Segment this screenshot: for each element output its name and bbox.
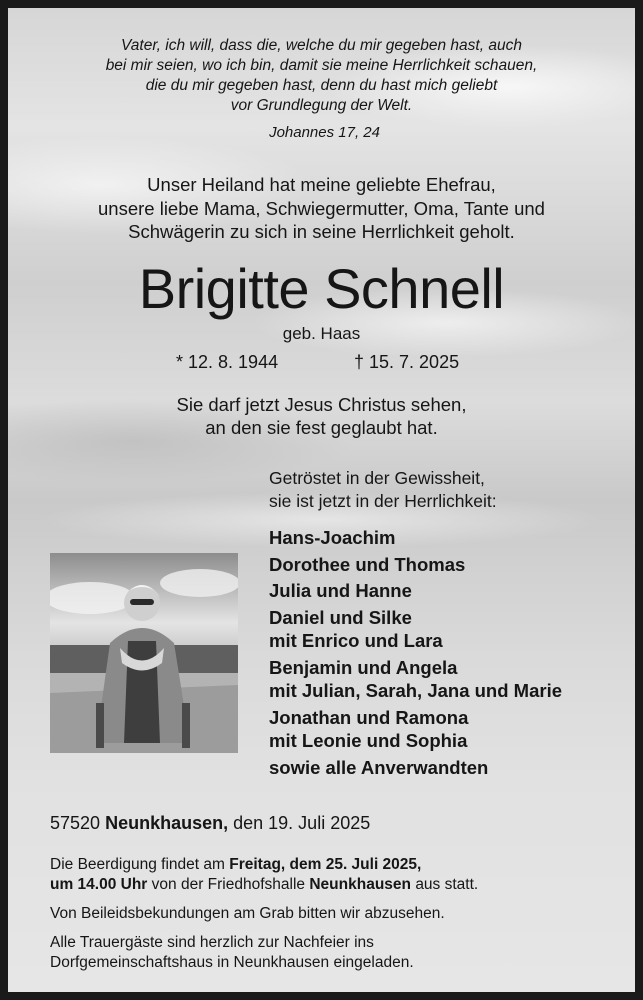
- family-line: mit Enrico und Lara: [269, 630, 443, 651]
- verse-line: Vater, ich will, dass die, welche du mir gegeben hast, auch: [121, 37, 522, 54]
- portrait-photo: [50, 553, 238, 753]
- family-entry: [269, 579, 562, 603]
- gathering-line: Dorfgemeinschaftshaus in Neunkhausen eingeladen.: [50, 954, 414, 971]
- family-entry: [269, 526, 562, 550]
- verse-line: bei mir seien, wo ich bin, damit sie meine Herrlichkeit schauen,: [105, 57, 538, 74]
- family-entry: [269, 606, 562, 653]
- portrait-illustration: [50, 553, 238, 753]
- family-entry: [269, 706, 562, 753]
- family-line: Benjamin und Angela: [269, 656, 458, 678]
- place-and-date: [50, 813, 610, 833]
- deceased-name: Brigitte Schnell: [138, 257, 505, 320]
- funeral-info: [50, 855, 610, 895]
- funeral-time: um 14.00 Uhr: [50, 876, 148, 893]
- comfort-line: sie ist jetzt in der Herrlichkeit:: [269, 490, 497, 511]
- faith-line: Sie darf jetzt Jesus Christus sehen,: [176, 394, 467, 415]
- death-date: † 15. 7. 2025: [354, 352, 460, 372]
- family-line: Dorothee und Thomas: [269, 553, 466, 575]
- verse-line: die du mir gegeben hast, denn du hast mich geliebt: [145, 77, 498, 94]
- family-line: sowie alle Anverwandten: [269, 756, 489, 778]
- intro-line: unsere liebe Mama, Schwiegermutter, Oma, Tante und: [98, 197, 545, 219]
- funeral-text: aus statt.: [415, 876, 479, 893]
- notice-date: den 19. Juli 2025: [233, 813, 371, 833]
- birth-date: * 12. 8. 1944: [176, 352, 279, 372]
- family-entry: [269, 656, 562, 703]
- verse-reference: Johannes 17, 24: [269, 124, 380, 141]
- intro-line: Schwägerin zu sich in seine Herrlichkeit geholt.: [128, 221, 515, 242]
- faith-text: [8, 394, 635, 439]
- gathering-note: [50, 933, 610, 973]
- family-line: Hans-Joachim: [269, 527, 396, 548]
- family-entry: [269, 553, 562, 577]
- verse-line: vor Grundlegung der Welt.: [230, 97, 413, 114]
- family-line: Jonathan und Ramona: [269, 706, 469, 728]
- verse-reference-block: [8, 124, 635, 142]
- birth-name: geb. Haas: [282, 324, 361, 343]
- condolence-note: Von Beileidsbekundungen am Grab bitten wir abzusehen.: [50, 905, 445, 922]
- family-line: mit Julian, Sarah, Jana und Marie: [269, 680, 563, 701]
- funeral-location: Neunkhausen: [309, 876, 411, 893]
- gathering-line: Alle Trauergäste sind herzlich zur Nachfeier ins: [50, 934, 374, 951]
- family-line: mit Leonie und Sophia: [269, 730, 468, 751]
- family-line: Daniel und Silke: [269, 606, 412, 628]
- postcode: 57520: [50, 813, 101, 833]
- family-line: Julia und Hanne: [269, 580, 412, 601]
- town: Neunkhausen,: [105, 813, 229, 833]
- funeral-text: von der Friedhofshalle: [151, 876, 306, 893]
- intro-text: [8, 173, 635, 244]
- family-entry: [269, 756, 562, 780]
- bible-verse: [8, 36, 635, 116]
- comfort-line: Getröstet in der Gewissheit,: [269, 468, 485, 488]
- faith-line: an den sie fest geglaubt hat.: [205, 416, 438, 438]
- family-list: [269, 526, 562, 782]
- comfort-text: [269, 467, 497, 512]
- funeral-day: Freitag, dem 25. Juli 2025,: [229, 856, 422, 873]
- funeral-text: Die Beerdigung findet am: [50, 856, 225, 873]
- intro-line: Unser Heiland hat meine geliebte Ehefrau,: [147, 174, 496, 195]
